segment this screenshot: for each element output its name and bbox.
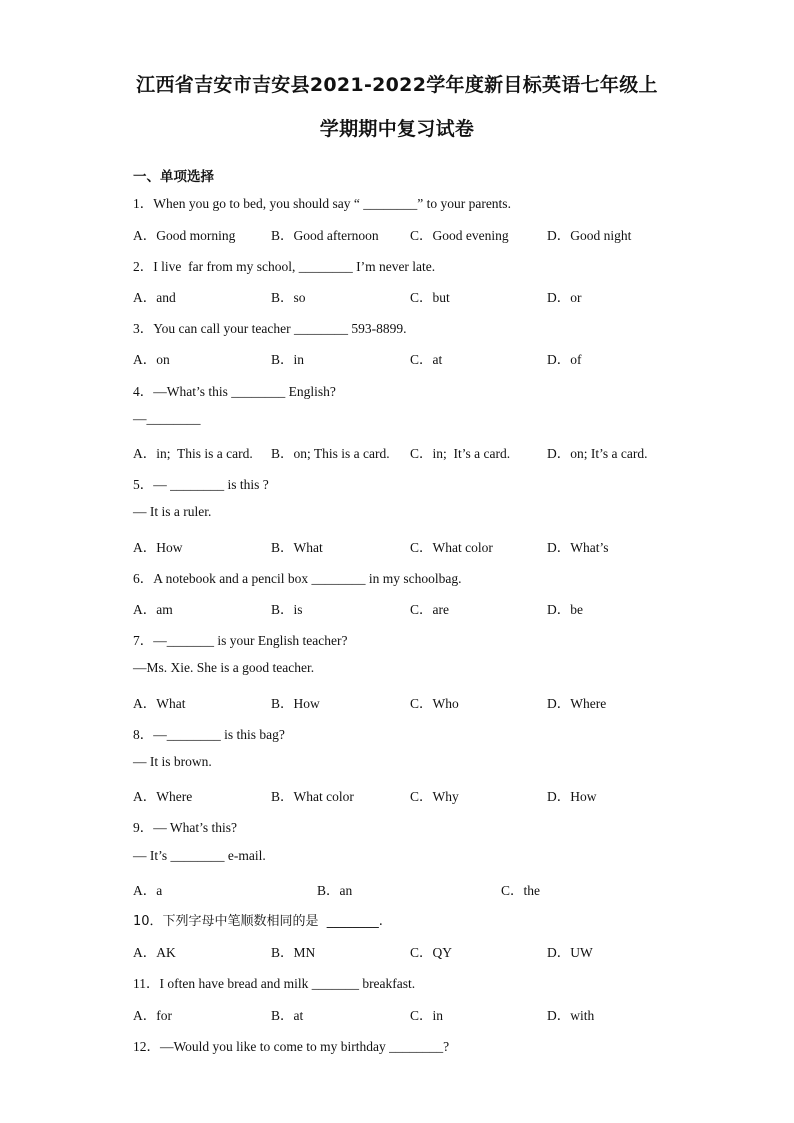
question-4-options	[133, 442, 733, 462]
question-3-options	[133, 348, 733, 368]
question-6-option-b[interactable]: B．is	[271, 602, 303, 617]
question-4-option-b[interactable]: B．on; This is a card.	[271, 446, 390, 461]
question-9-stem: 9．— What’s this?	[133, 820, 237, 835]
question-5-options	[133, 536, 733, 556]
question-10-option-c[interactable]: C．QY	[410, 945, 453, 960]
question-8-option-b[interactable]: B．What color	[271, 789, 354, 804]
question-9-option-b[interactable]: B．an	[317, 883, 353, 898]
question-9-option-a[interactable]: A．a	[133, 883, 163, 898]
question-1-option-b[interactable]: B．Good afternoon	[271, 228, 379, 243]
question-9-options	[133, 879, 733, 899]
question-5-response: — It is a ruler.	[133, 504, 212, 519]
question-7-option-c[interactable]: C．Who	[410, 696, 459, 711]
question-8-option-a[interactable]: A．Where	[133, 789, 193, 804]
question-6-option-d[interactable]: D．be	[547, 602, 583, 617]
question-4-option-c[interactable]: C．in; It’s a card.	[410, 446, 511, 461]
question-3-option-b[interactable]: B．in	[271, 352, 305, 367]
question-1-option-c[interactable]: C．Good evening	[410, 228, 509, 243]
question-3-option-a[interactable]: A．on	[133, 352, 170, 367]
page-title-line-2: 学期期中复习试卷	[319, 118, 475, 140]
question-11-stem: 11．I often have bread and milk _______ breakfast.	[133, 976, 416, 991]
question-1-stem: 1．When you go to bed, you should say “ ________” to your parents.	[133, 196, 511, 211]
question-5-option-a[interactable]: A．How	[133, 540, 183, 555]
question-8-options	[133, 785, 733, 805]
question-8-stem: 8．—________ is this bag?	[133, 727, 285, 742]
question-10-options	[133, 941, 733, 961]
question-8-option-d[interactable]: D．How	[547, 789, 597, 804]
question-6-option-c[interactable]: C．are	[410, 602, 449, 617]
question-4-option-a[interactable]: A．in; This is a card.	[133, 446, 253, 461]
question-5-option-b[interactable]: B．What	[271, 540, 323, 555]
section-heading: 一、单项选择	[133, 169, 214, 185]
question-11-options	[133, 1004, 733, 1024]
question-1-options	[133, 224, 733, 244]
question-9-response: — It’s ________ e-mail.	[133, 848, 266, 863]
question-2-option-b[interactable]: B．so	[271, 290, 306, 305]
question-6-options	[133, 598, 733, 618]
question-7-option-d[interactable]: D．Where	[547, 696, 607, 711]
question-3-option-c[interactable]: C．at	[410, 352, 443, 367]
question-9-option-c[interactable]: C．the	[501, 883, 540, 898]
question-1-option-d[interactable]: D．Good night	[547, 228, 632, 243]
question-6-stem: 6．A notebook and a pencil box ________ in my schoolbag.	[133, 571, 462, 586]
question-10-option-b[interactable]: B．MN	[271, 945, 316, 960]
question-7-stem: 7．—_______ is your English teacher?	[133, 633, 348, 648]
question-4-response: —________	[133, 411, 201, 426]
question-7-options	[133, 692, 733, 712]
question-7-option-b[interactable]: B．How	[271, 696, 320, 711]
question-5-stem: 5．— ________ is this ?	[133, 477, 269, 492]
question-3-stem: 3．You can call your teacher ________ 593-8899.	[133, 321, 407, 336]
question-7-option-a[interactable]: A．What	[133, 696, 186, 711]
question-2-option-d[interactable]: D．or	[547, 290, 582, 305]
question-2-option-c[interactable]: C．but	[410, 290, 450, 305]
question-4-option-d[interactable]: D．on; It’s a card.	[547, 446, 648, 461]
question-11-option-a[interactable]: A．for	[133, 1008, 172, 1023]
page-title-line-1: 江西省吉安市吉安县2021-2022学年度新目标英语七年级上	[136, 74, 658, 96]
question-4-stem: 4．—What’s this ________ English?	[133, 384, 336, 399]
question-3-option-d[interactable]: D．of	[547, 352, 582, 367]
question-2-options	[133, 286, 733, 306]
question-7-response: —Ms. Xie. She is a good teacher.	[133, 660, 315, 675]
question-1-option-a[interactable]: A．Good morning	[133, 228, 236, 243]
question-2-option-a[interactable]: A．and	[133, 290, 176, 305]
question-8-option-c[interactable]: C．Why	[410, 789, 459, 804]
question-11-option-d[interactable]: D．with	[547, 1008, 595, 1023]
question-10-option-d[interactable]: D．UW	[547, 945, 593, 960]
question-2-stem: 2．I live far from my school, ________ I’m never late.	[133, 259, 436, 274]
question-12-stem: 12．—Would you like to come to my birthday ________?	[133, 1039, 450, 1054]
question-11-option-c[interactable]: C．in	[410, 1008, 444, 1023]
question-10-stem: 10．下列字母中笔顺数相同的是 ________.	[133, 914, 383, 929]
question-5-option-d[interactable]: D．What’s	[547, 540, 609, 555]
question-8-response: — It is brown.	[133, 754, 212, 769]
question-10-option-a[interactable]: A．AK	[133, 945, 176, 960]
question-11-option-b[interactable]: B．at	[271, 1008, 304, 1023]
question-6-option-a[interactable]: A．am	[133, 602, 173, 617]
question-5-option-c[interactable]: C．What color	[410, 540, 493, 555]
